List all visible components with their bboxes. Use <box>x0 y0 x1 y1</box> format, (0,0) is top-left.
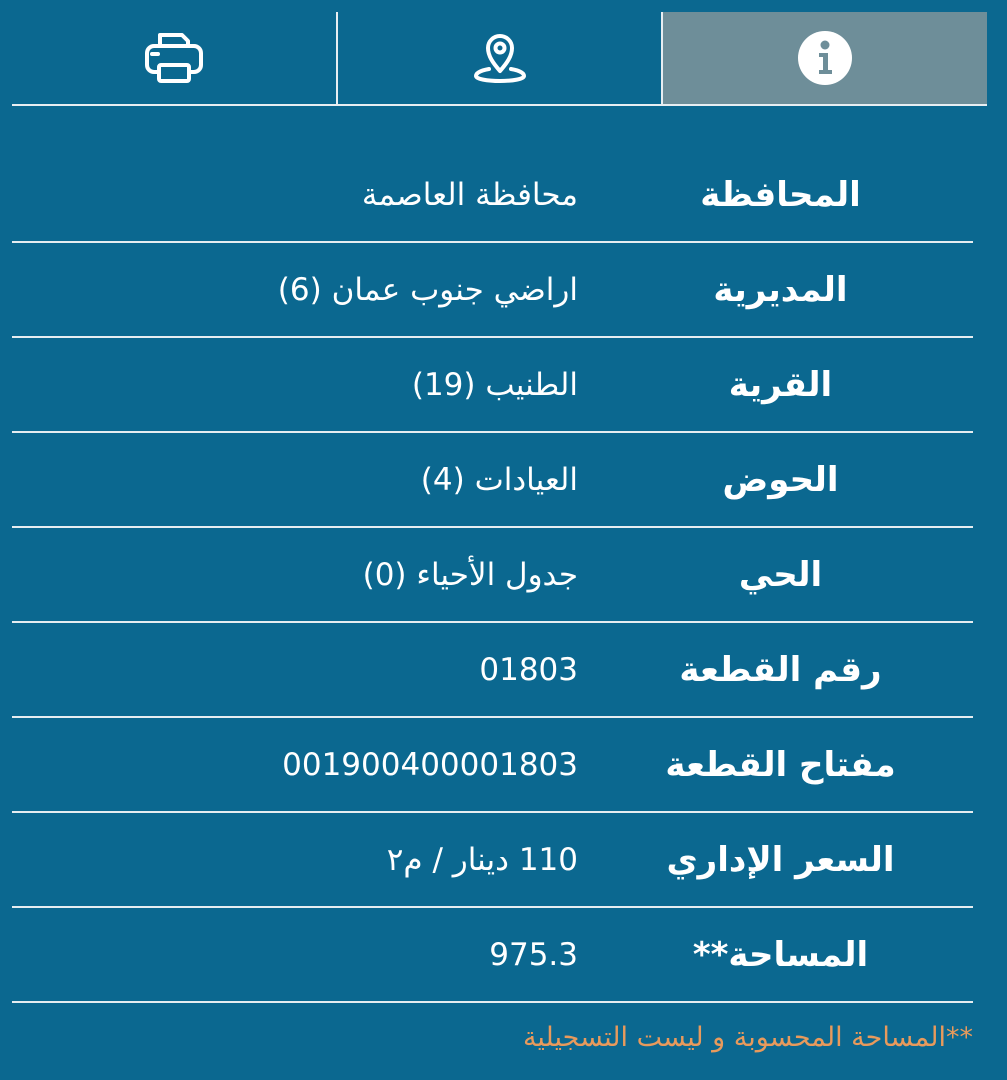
table-row-basin <box>12 433 973 528</box>
table-row-area <box>12 908 973 1003</box>
row-label: رقم القطعة <box>679 649 882 690</box>
row-label: المحافظة <box>700 174 861 215</box>
print-icon <box>144 32 204 84</box>
table-row-village <box>12 338 973 433</box>
parcel-info-table <box>12 148 973 1003</box>
area-footnote: **المساحة المحسوبة و ليست التسجيلية <box>522 1022 973 1053</box>
row-value: محافظة العاصمة <box>361 176 578 213</box>
row-value: اراضي جنوب عمان (6) <box>277 271 578 308</box>
row-value: 110 دينار / م٢ <box>386 841 578 878</box>
table-row-neighborhood <box>12 528 973 623</box>
location-pin-icon <box>473 33 527 83</box>
row-value: الطنيب (19) <box>411 366 578 403</box>
row-label: السعر الإداري <box>666 839 895 880</box>
row-label: القرية <box>728 364 833 405</box>
tab-info[interactable] <box>661 12 987 104</box>
row-label: المساحة** <box>692 934 869 975</box>
table-row-governorate <box>12 148 973 243</box>
row-label: الحي <box>738 554 823 595</box>
table-row-parcel-key <box>12 718 973 813</box>
row-value: العيادات (4) <box>420 461 578 498</box>
tab-location[interactable] <box>336 12 662 104</box>
table-row-administrative-price <box>12 813 973 908</box>
row-value: 001900400001803 <box>282 746 578 783</box>
row-value: 01803 <box>479 651 578 688</box>
row-value: جدول الأحياء (0) <box>362 556 578 593</box>
table-row-directorate <box>12 243 973 338</box>
row-value: 975.3 <box>489 936 578 973</box>
row-label: المديرية <box>713 269 848 310</box>
info-icon <box>797 30 853 86</box>
tab-print[interactable] <box>12 12 336 104</box>
row-label: الحوض <box>722 459 839 500</box>
table-row-parcel-number <box>12 623 973 718</box>
tab-bar <box>12 12 987 106</box>
row-label: مفتاح القطعة <box>665 744 896 785</box>
